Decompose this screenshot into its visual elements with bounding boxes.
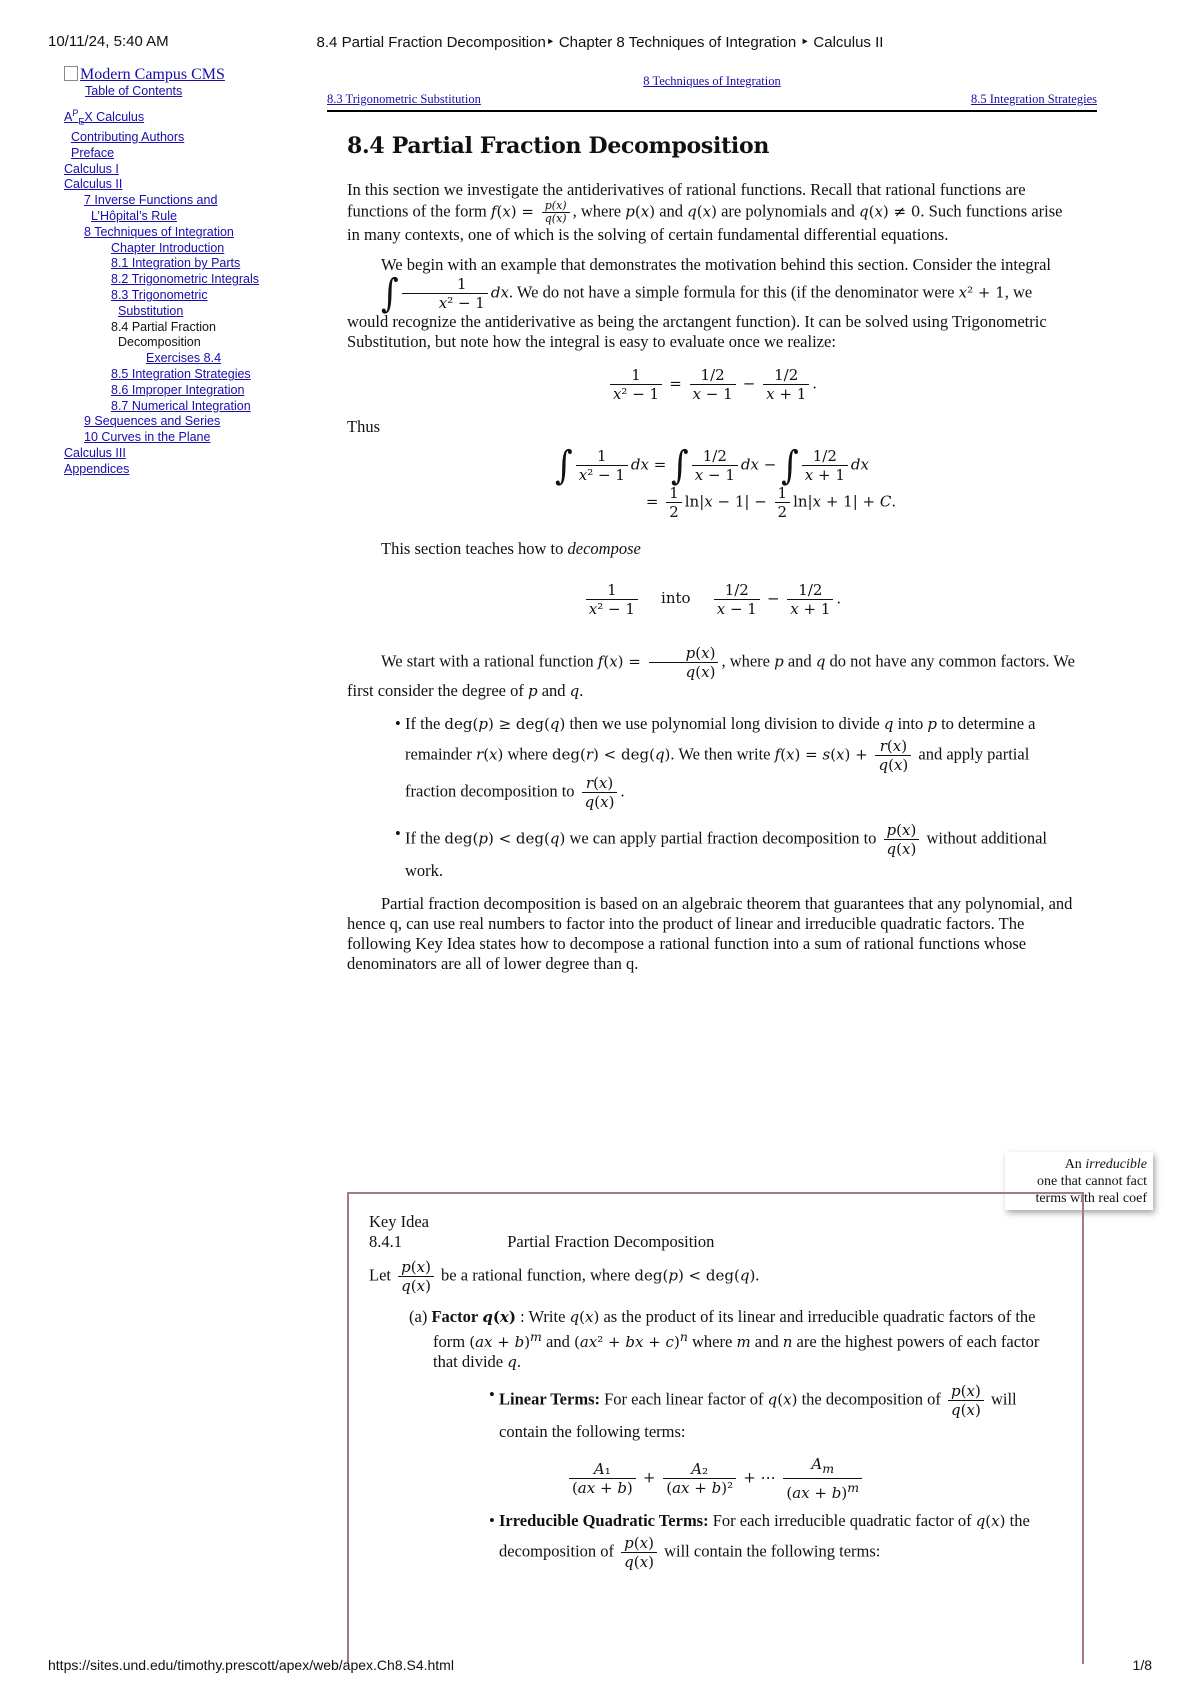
toc-s85[interactable]: 8.5 Integration Strategies bbox=[111, 367, 251, 381]
paragraph-motivation: We begin with an example that demonstrates the motivation behind this section. Consider the integral ∫ $\frac{1}{\text{x² − 1}}$ dx. We do not have a simple formula for this (if the denominator were x² + 1, we would recognize the antiderivative as being the arctangent function). It can be solved using Trigonometric Substitution, but note how the integral is easy to evaluate once we realize: bbox=[347, 255, 1051, 351]
toc-calculus-1[interactable]: Calculus I bbox=[64, 161, 119, 176]
toc-ch8[interactable]: 8 Techniques of Integration bbox=[84, 224, 234, 239]
toc-contributing-authors[interactable]: Contributing Authors bbox=[71, 130, 185, 145]
toc-appendices[interactable]: Appendices bbox=[64, 461, 130, 476]
paragraph-intro: In this section we investigate the antiderivatives of rational functions. Recall that rational functions are functions of the form f(x) = $\frac{p(x)}{q(x)}$ , where p(x) and q(x) are polynomials and q(x) ≠ 0. Such functions arise in many contexts, one of which is the solving of certain fundamental differential equations. bbox=[347, 180, 1063, 244]
paragraph-rational: We start with a rational function f(x) = $\frac{p(x)}{q(x)}$ , where p and q do not have any common factors. We first consider the degree of p and q. bbox=[347, 644, 1075, 700]
toc-preface[interactable]: Preface bbox=[71, 145, 115, 160]
toc-s87[interactable]: 8.7 Numerical Integration bbox=[111, 398, 251, 413]
print-title: 8.4 Partial Fraction Decomposition‣ Chapter 8 Techniques of Integration ‣ Calculus II bbox=[316, 34, 884, 51]
toc-s84-current-cont: Decomposition bbox=[118, 335, 201, 350]
margin-note: An irreducible one that cannot fact terms with real coef bbox=[1005, 1152, 1153, 1210]
toc-ch9[interactable]: 9 Sequences and Series bbox=[84, 414, 221, 429]
toc-ch7-cont[interactable]: L’Hôpital’s Rule bbox=[91, 209, 177, 224]
key-idea-terms-list bbox=[369, 1382, 1062, 1571]
list-item-linear: • Linear Terms: For each linear factor of q(x) the decomposition of $\frac{p(x)}{q(x)}$ will contain the following terms: $\frac{\text{A₁}}{(ax + b)}$ + $\frac{\text{A₂}}{\text{(ax + b)²}}$ + ⋯ $\frac{A_m}{(ax + b)^m}$ bbox=[499, 1382, 1062, 1502]
equation-integral: ∫ $\frac{1}{\text{x² − 1}}$ dx = ∫ $\frac{1/2}{x - 1}$ dx − ∫ $\frac{1/2}{x + 1}$ dx = $\frac{1}{2}$ ln|x − 1| − $\frac{1}{2}$ ln|x + 1| + C. bbox=[555, 442, 897, 521]
key-idea-box bbox=[347, 1192, 1084, 1664]
logo-link[interactable]: Modern Campus CMS bbox=[64, 66, 225, 83]
toc-s81[interactable]: 8.1 Integration by Parts bbox=[111, 256, 241, 271]
print-page-number: 1/8 bbox=[1132, 1657, 1152, 1673]
paragraph-thus: Thus bbox=[347, 417, 380, 436]
nav-next-link[interactable]: 8.5 Integration Strategies bbox=[970, 92, 1097, 106]
toc-ch8-intro[interactable]: Chapter Introduction bbox=[111, 240, 225, 255]
toc-apex-calculus[interactable]: $A^P_EX$ Calculus bbox=[64, 107, 145, 127]
section-navigation bbox=[327, 74, 1097, 112]
toc-calculus-2[interactable]: Calculus II bbox=[64, 177, 123, 192]
print-date: 10/11/24, 5:40 AM bbox=[48, 33, 169, 50]
toc-s83[interactable]: 8.3 Trigonometric bbox=[111, 288, 208, 303]
toc-ch7[interactable]: 7 Inverse Functions and bbox=[84, 193, 218, 208]
broken-image-icon bbox=[64, 66, 78, 81]
sidebar-toc bbox=[64, 66, 304, 478]
linear-terms-equation: $\frac{\text{A₁}}{(ax + b)}$ + $\frac{\text{A₂}}{\text{(ax + b)²}}$ + ⋯ $\frac{A_m}{(ax + b)^m}$ bbox=[369, 1455, 1062, 1502]
toc-s83-cont[interactable]: Substitution bbox=[118, 303, 184, 318]
key-idea-let: Let $\frac{p(x)}{q(x)}$ be a rational function, where deg(p) < deg(q). bbox=[369, 1258, 760, 1295]
toc-s84-current: 8.4 Partial Fraction bbox=[111, 319, 216, 334]
nav-up-link[interactable]: 8 Techniques of Integration bbox=[643, 74, 781, 88]
paragraph-teaches: This section teaches how to decompose bbox=[381, 539, 641, 558]
page-title: 8.4 Partial Fraction Decomposition bbox=[347, 133, 770, 159]
toc-s86[interactable]: 8.6 Improper Integration bbox=[111, 382, 245, 397]
degree-cases-list bbox=[347, 711, 1077, 884]
key-idea-heading: Key Idea 8.4.1 Partial Fraction Decomposition bbox=[369, 1212, 715, 1251]
main-content bbox=[347, 133, 1077, 984]
list-item: • If the deg(p) < deg(q) we can apply partial fraction decomposition to $\frac{p(x)}{q(x)}$ without additional work. bbox=[405, 821, 1077, 884]
list-item: • If the deg(p) ≥ deg(q) then we use polynomial long division to divide q into p to determine a remainder r(x) where deg(r) < deg(q). We then write f(x) = s(x) + $\frac{r(x)}{q(x)}$ and apply partial fraction decomposition to $\frac{r(x)}{q(x)}$ . bbox=[405, 711, 1077, 811]
toc-calculus-3[interactable]: Calculus III bbox=[64, 445, 126, 460]
toc-s82[interactable]: 8.2 Trigonometric Integrals bbox=[111, 272, 259, 287]
paragraph-theorem: Partial fraction decomposition is based on an algebraic theorem that guarantees that any polynomial, and hence q, can use real numbers to factor into the product of linear and irreducible quadratic factors. The following Key Idea states how to decompose a rational function into a sum of rational functions whose denominators are all of lower degree than q. bbox=[347, 894, 1073, 973]
list-item-quadratic: • Irreducible Quadratic Terms: For each irreducible quadratic factor of q(x) the decomposition of $\frac{p(x)}{q(x)}$ will contain the following terms: bbox=[499, 1508, 1062, 1571]
equation-decomposition: $\frac{1}{\text{x² − 1}}$ = $\frac{1/2}{x - 1}$ − $\frac{1/2}{x + 1}$ . bbox=[347, 366, 1077, 403]
nav-prev-link[interactable]: 8.3 Trigonometric Substitution bbox=[327, 92, 481, 106]
toc-ex84[interactable]: Exercises 8.4 bbox=[146, 351, 222, 366]
print-url: https://sites.und.edu/timothy.prescott/apex/web/apex.Ch8.S4.html bbox=[48, 1657, 454, 1673]
key-idea-step-a: (a) Factor q(x) : Write q(x) as the product of its linear and irreducible quadratic factors of the form (ax + b)$^m$ and (ax² + bx + c)$^n$ where m and n are the highest powers of each factor that divide q. bbox=[409, 1307, 1040, 1371]
toc-ch10[interactable]: 10 Curves in the Plane bbox=[84, 430, 211, 445]
toc-link[interactable]: Table of Contents bbox=[85, 83, 183, 98]
equation-into: $\frac{1}{\text{x² − 1}}$ into $\frac{1/2}{x - 1}$ − $\frac{1/2}{x + 1}$ . bbox=[347, 581, 1077, 618]
